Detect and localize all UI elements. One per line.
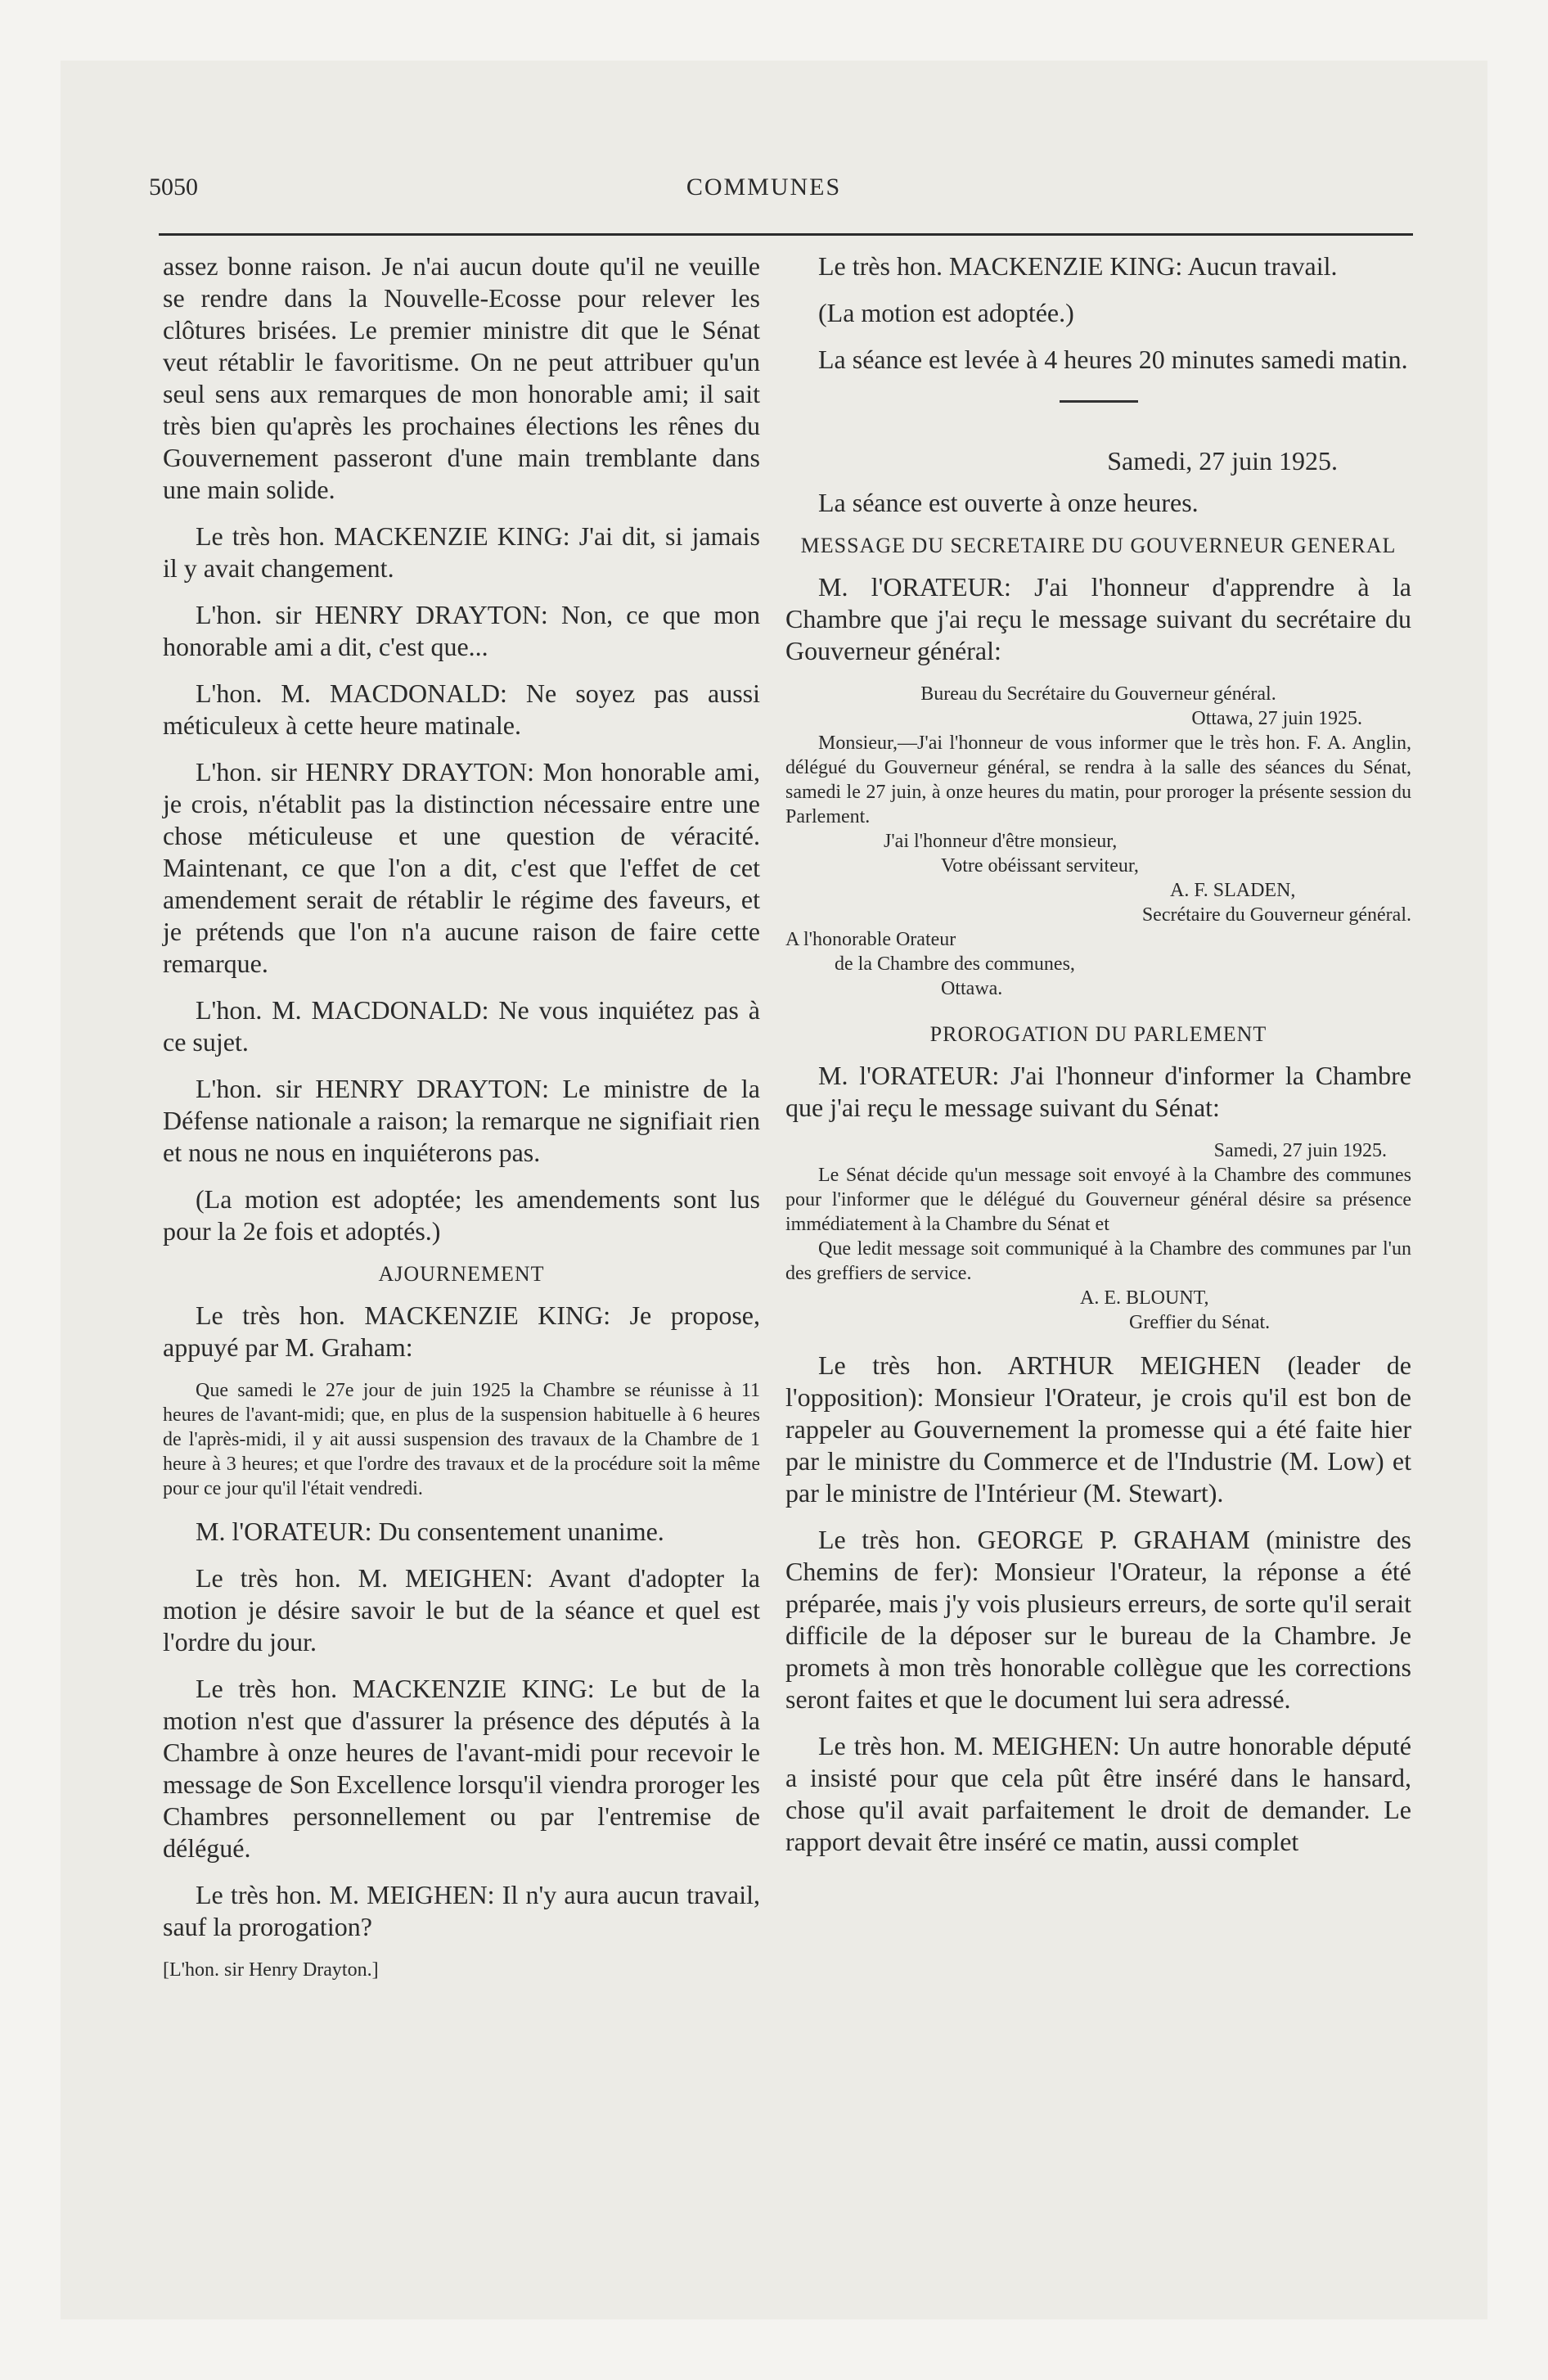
left-column (163, 250, 760, 1982)
paragraph: Le très hon. GEORGE P. GRAHAM (ministre des Chemins de fer): Monsieur l'Orateur, la réponse a été préparée, mais j'y vois plusieurs erreurs, de sorte qu'il serait difficile de la déposer sur le bureau de la Chambre. Je promets à mon très honorable collègue que les corrections seront faites et que le document lui sera adressé. (785, 1525, 1411, 1714)
sitting-date: Samedi, 27 juin 1925. (1107, 446, 1338, 476)
paragraph: L'hon. sir HENRY DRAYTON: Mon honorable ami, je crois, n'établit pas la distinction nécessaire entre une chose méticuleuse et une question de véracité. Maintenant, ce que l'on a dit, c'est que l'effet de cet amendement serait de rétablir le régime des faveurs, et je prétends que l'on n'a aucune raison de faire cette remarque. (163, 757, 760, 978)
section-heading: PROROGATION DU PARLEMENT (929, 1022, 1267, 1046)
paragraph: Le très hon. M. MEIGHEN: Un autre honorable député a insisté pour que cela pût être inséré dans le hansard, chose qu'il avait parfaitement le droit de demander. Le rapport devait être inséré ce matin, aussi complet (785, 1731, 1411, 1856)
section-heading: AJOURNEMENT (378, 1262, 545, 1286)
paragraph: L'hon. M. MACDONALD: Ne vous inquiétez pas à ce sujet. (163, 995, 760, 1057)
paragraph: Le très hon. ARTHUR MEIGHEN (leader de l'opposition): Monsieur l'Orateur, je crois qu'il est bon de rappeler au Gouvernement la promesse qui a été faite hier par le ministre du Commerce et de l'Industrie (M. Low) et par le ministre de l'Intérieur (M. Stewart). (785, 1350, 1411, 1508)
paragraph: La séance est levée à 4 heures 20 minutes samedi matin. (818, 345, 1408, 374)
paragraph: Le très hon. M. MEIGHEN: Il n'y aura aucun travail, sauf la prorogation? (163, 1880, 760, 1941)
letter-line: Ottawa. (941, 978, 1003, 999)
senate-message (785, 1138, 1411, 1335)
letter-line: de la Chambre des communes, (835, 953, 1075, 975)
paragraph: Le très hon. MACKENZIE KING: J'ai dit, si jamais il y avait changement. (163, 521, 760, 583)
letter-line: A l'honorable Orateur (785, 929, 956, 950)
quote-text: Que samedi le 27e jour de juin 1925 la Chambre se réunisse à 11 heures de l'avant-midi; que, en plus de la suspension habituelle à 6 heures de l'après-midi, il y ait aussi suspension des travaux de la Chambre de 1 heure à 3 heures; et que l'ordre des travaux et de la procédure soit la même pour ce jour qu'il l'était vendredi. (163, 1380, 760, 1499)
header-rule (159, 233, 1413, 236)
section-heading: MESSAGE DU SECRETAIRE DU GOUVERNEUR GENERAL (800, 534, 1397, 557)
page-header (111, 115, 1416, 201)
paragraph: Le très hon. MACKENZIE KING: Le but de la motion n'est que d'assurer la présence des députés à la Chambre à onze heures de l'avant-midi pour recevoir le message de Son Excellence lorsqu'il viendra proroger les Chambres personnellement ou par l'entremise de délégué. (163, 1674, 760, 1863)
paragraph: Le très hon. MACKENZIE KING: Je propose, appuyé par M. Graham: (163, 1300, 760, 1362)
paragraph: L'hon. sir HENRY DRAYTON: Le ministre de la Défense nationale a raison; la remarque ne signifiait rien et nous ne nous en inquiéterons pas. (163, 1074, 760, 1167)
letter-signature: A. F. SLADEN, (1170, 880, 1296, 901)
message-body: Le Sénat décide qu'un message soit envoyé à la Chambre des communes pour l'informer que le délégué du Gouverneur général désire sa présence immédiatement à la Chambre du Sénat et (785, 1165, 1411, 1235)
letter-line: Votre obéissant serviteur, (941, 855, 1139, 877)
message-date: Samedi, 27 juin 1925. (1213, 1140, 1387, 1161)
section-separator (1060, 400, 1138, 403)
paragraph: La séance est ouverte à onze heures. (818, 488, 1199, 517)
letter-line: Secrétaire du Gouverneur général. (1141, 904, 1411, 926)
paragraph: L'hon. sir HENRY DRAYTON: Non, ce que mon honorable ami a dit, c'est que... (163, 600, 760, 661)
paragraph: M. l'ORATEUR: J'ai l'honneur d'informer la Chambre que j'ai reçu le message suivant du Sénat: (785, 1061, 1411, 1122)
paragraph: Le très hon. M. MEIGHEN: Avant d'adopter la motion je désire savoir le but de la séance et quel est l'ordre du jour. (163, 1563, 760, 1657)
paragraph: (La motion est adoptée.) (818, 298, 1074, 327)
letter-line: J'ai l'honneur d'être monsieur, (884, 831, 1118, 852)
letter-line: Ottawa, 27 juin 1925. (1191, 708, 1362, 729)
paragraph: L'hon. M. MACDONALD: Ne soyez pas aussi méticuleux à cette heure matinale. (163, 678, 760, 740)
running-footer: [L'hon. sir Henry Drayton.] (163, 1959, 379, 1981)
message-signature: A. E. BLOUNT, (1080, 1287, 1209, 1309)
message-line: Greffier du Sénat. (1129, 1312, 1271, 1333)
paragraph: M. l'ORATEUR: Du consentement unanime. (196, 1517, 664, 1546)
paragraph: M. l'ORATEUR: J'ai l'honneur d'apprendre à la Chambre que j'ai reçu le message suivant du secrétaire du Gouverneur général: (785, 572, 1411, 665)
paragraph: Le très hon. MACKENZIE KING: Aucun travail. (818, 251, 1338, 281)
motion-quote (163, 1378, 760, 1501)
page-title: COMMUNES (686, 174, 842, 201)
paragraph: (La motion est adoptée; les amendements sont lus pour la 2e fois et adoptés.) (163, 1184, 760, 1246)
page-number: 5050 (149, 174, 198, 201)
letter-body: Monsieur,—J'ai l'honneur de vous informer que le très hon. F. A. Anglin, délégué du Gouverneur général, se rendra à la salle des séances du Sénat, samedi le 27 juin, à onze heures du matin, pour proroger la présente session du Parlement. (785, 732, 1411, 827)
message-body: Que ledit message soit communiqué à la Chambre des communes par l'un des greffiers de service. (785, 1238, 1411, 1284)
right-column (785, 250, 1411, 1873)
paragraph: assez bonne raison. Je n'ai aucun doute qu'il ne veuille se rendre dans la Nouvelle-Ecosse pour relever les clôtures brisées. Le premier ministre dit que le Sénat veut rétablir le favoritisme. On ne peut attribuer qu'un seul sens aux remarques de mon honorable ami; il sait très bien qu'après les prochaines élections les rênes du Gouvernement passeront d'une main tremblante dans une main solide. (163, 251, 760, 504)
letter-line: Bureau du Secrétaire du Gouverneur général. (920, 683, 1276, 705)
governor-letter (785, 682, 1411, 1001)
